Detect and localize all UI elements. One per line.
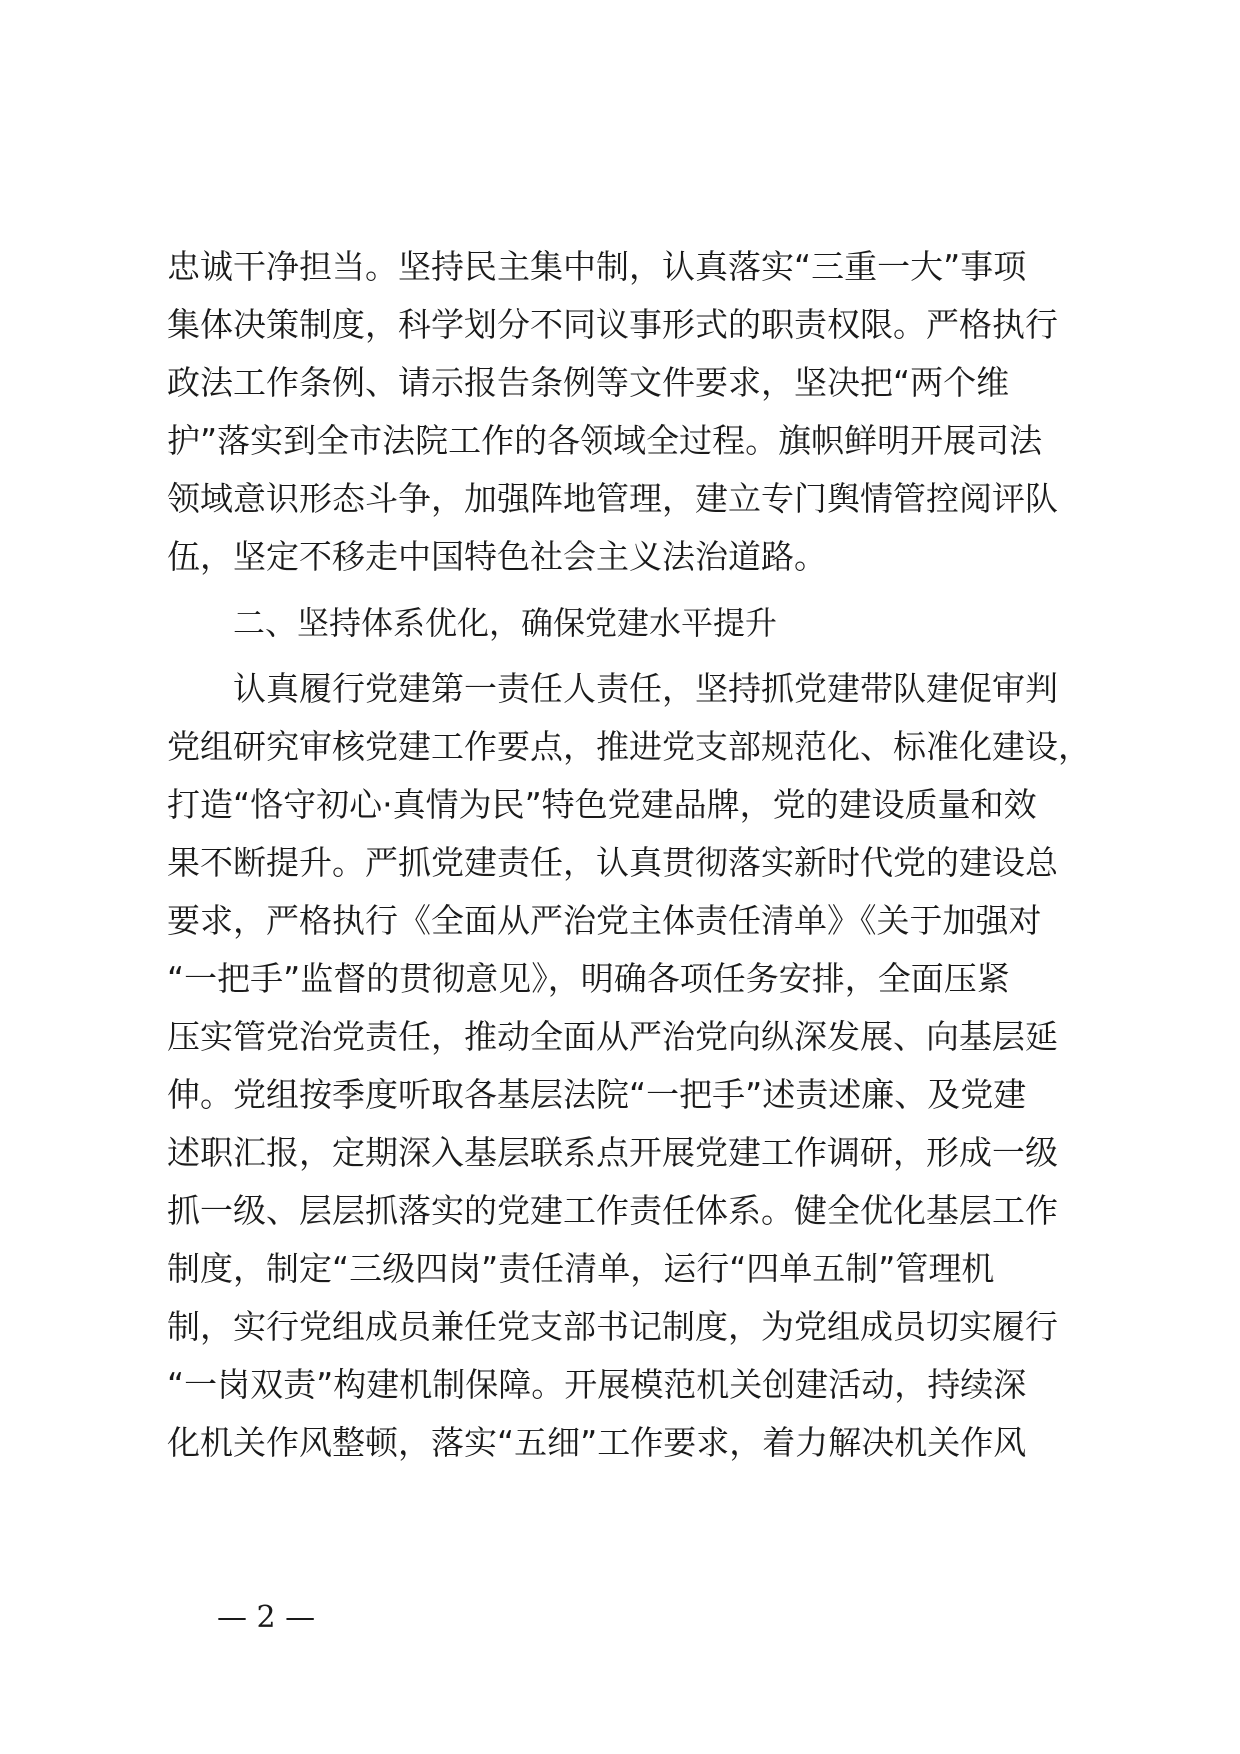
paragraph-section-2 (167, 660, 1091, 1472)
text-line: 伸。党组按季度听取各基层法院“一把手”述责述廉、及党建 (167, 1075, 1027, 1114)
text-line: 化机关作风整顿，落实“五细”工作要求，着力解决机关作风 (167, 1423, 1027, 1462)
text-line: 政法工作条例、请示报告条例等文件要求，坚决把“两个维 (167, 363, 1010, 402)
text-line: 抓一级、层层抓落实的党建工作责任体系。健全优化基层工作 (167, 1191, 1058, 1230)
body-text (167, 238, 1091, 1472)
section-heading: 二、坚持体系优化，确保党建水平提升 (233, 604, 778, 642)
text-line: 制度，制定“三级四岗”责任清单，运行“四单五制”管理机 (167, 1249, 995, 1288)
text-line: 要求，严格执行《全面从严治党主体责任清单》《关于加强对 (167, 901, 1042, 940)
text-line: 认真履行党建第一责任人责任，坚持抓党建带队建促审判 (233, 669, 1058, 708)
page-number: — 2 — (217, 1600, 316, 1635)
text-line: 压实管党治党责任，推动全面从严治党向纵深发展、向基层延 (167, 1017, 1058, 1056)
text-line: 打造“恪守初心·真情为民”特色党建品牌，党的建设质量和效 (167, 785, 1037, 824)
paragraph-continued (167, 238, 1087, 586)
text-line: 忠诚干净担当。坚持民主集中制，认真落实“三重一大”事项 (167, 247, 1027, 286)
text-line: 护”落实到全市法院工作的各领域全过程。旗帜鲜明开展司法 (167, 421, 1043, 460)
text-line: 党组研究审核党建工作要点，推进党支部规范化、标准化建设， (167, 727, 1091, 766)
text-line: “一把手”监督的贯彻意见》，明确各项任务安排，全面压紧 (167, 959, 1010, 998)
text-line: “一岗双责”构建机制保障。开展模范机关创建活动，持续深 (167, 1365, 1027, 1404)
text-line: 领域意识形态斗争，加强阵地管理，建立专门舆情管控阅评队 (167, 479, 1058, 518)
text-line: 伍，坚定不移走中国特色社会主义法治道路。 (167, 537, 827, 576)
text-line: 果不断提升。严抓党建责任，认真贯彻落实新时代党的建设总 (167, 843, 1058, 882)
text-line: 制，实行党组成员兼任党支部书记制度，为党组成员切实履行 (167, 1307, 1058, 1346)
text-line: 述职汇报，定期深入基层联系点开展党建工作调研，形成一级 (167, 1133, 1058, 1172)
text-line: 集体决策制度，科学划分不同议事形式的职责权限。严格执行 (167, 305, 1058, 344)
